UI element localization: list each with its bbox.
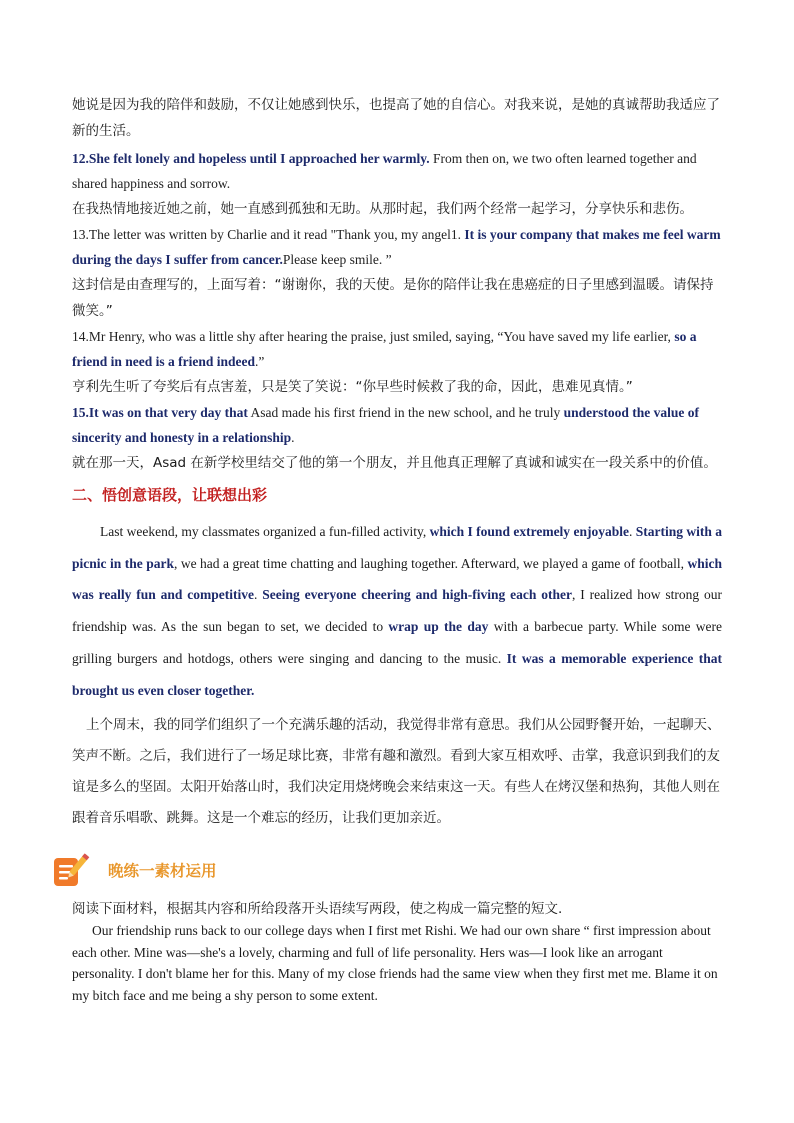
task-instruction: 阅读下面材料，根据其内容和所给段落开头语续写两段，使之构成一篇完整的短文. [72, 901, 563, 918]
essay-highlight-6: It was a memorable experience that brought us even closer together. [72, 650, 723, 698]
document-page [72, 92, 722, 1006]
essay-highlight-5: wrap up the day [388, 619, 489, 635]
sentence-15-translation: 就在那一天，Asad 在新学校里结交了他的第一个朋友，并且他真正理解了真诚和诚实在一段关系中的价值。 [72, 455, 717, 471]
model-essay-translation: 上个周末，我的同学们组织了一个充满乐趣的活动，我觉得非常有意思。我们从公园野餐开始，一起聊天、笑声不断。之后，我们进行了一场足球比赛，非常有趣和激烈。看到大家互相欢呼、击掌，我意识到我们的友谊是多么的坚固。太阳开始落山时，我们决定用烧烤晚会来结束这一天。有些人在烤汉堡和热狗，其他人则在跟着音乐唱歌、跳舞。这是一个难忘的经历，让我们更加亲近。 [72, 717, 721, 827]
sentence-14-highlight: so a friend in need is a friend indeed [72, 329, 697, 369]
sentence-14-translation: 亨利先生听了夸奖后有点害羞，只是笑了笑说：“你早些时候救了我的命，因此，患难见真情。” [72, 379, 633, 395]
notepad-pencil-icon [50, 850, 90, 890]
sentence-15 [72, 400, 722, 450]
essay-text-4: . [254, 587, 263, 603]
sentence-12-highlight: 12.She felt lonely and hopeless until I approached her warmly. [72, 151, 430, 166]
model-essay [72, 516, 722, 706]
essay-highlight-2: Starting with a picnic in the park [72, 524, 723, 571]
sentence-15-highlight-end: understood the value of sincerity and honesty in a relationship [72, 405, 699, 445]
practice-title: 晚练一素材运用 [108, 862, 217, 881]
practice-header [72, 848, 722, 892]
essay-text-3: , we had a great time chatting and laughing together. Afterward, we played a game of football, [173, 555, 688, 571]
sentence-12-text: From then on, we two often learned together and shared happiness and sorrow. [72, 151, 697, 191]
essay-highlight-3: which was really fun and competitive [72, 555, 722, 603]
essay-highlight-1: which I found extremely enjoyable [429, 524, 629, 539]
sentence-13-tail: Please keep smile. ” [282, 252, 392, 267]
section-heading: 二、悟创意语段，让联想出彩 [72, 486, 268, 504]
sentence-12 [72, 146, 722, 196]
essay-text-5: , I realized how strong our friendship was. As the sun began to set, we decided to [72, 587, 723, 635]
sentence-13-translation: 这封信是由查理写的，上面写着：“谢谢你，我的天使。是你的陪伴让我在患癌症的日子里感到温暖。请保持微笑。” [72, 277, 714, 319]
translation-paragraph: 她说是因为我的陪伴和鼓励，不仅让她感到快乐，也提高了她的自信心。对我来说，是她的真诚帮助我适应了新的生活。 [72, 97, 720, 139]
sentence-15-text: Asad made his first friend in the new school, and he truly [247, 405, 564, 420]
essay-text-2: . [628, 524, 636, 539]
sentence-13 [72, 222, 722, 272]
sentence-12-translation: 在我热情地接近她之前，她一直感到孤独和无助。从那时起，我们两个经常一起学习，分享快乐和悲伤。 [72, 201, 693, 217]
sentence-13-text: 13.The letter was written by Charlie and it read "Thank you, my angel1. [72, 227, 465, 242]
essay-text-1: Last weekend, my classmates organized a fun-filled activity, [100, 524, 430, 539]
sentence-15-highlight-start: 15.It was on that very day that [72, 405, 248, 420]
sentence-14-tail: .” [255, 354, 265, 369]
sentence-14 [72, 324, 722, 374]
essay-highlight-4: Seeing everyone cheering and high-fiving each other [262, 587, 573, 603]
sentence-13-highlight: It is your company that makes me feel warm during the days I suffer from cancer. [72, 227, 721, 267]
sentence-15-tail: . [291, 430, 295, 445]
sentence-14-text: 14.Mr Henry, who was a little shy after hearing the praise, just smiled, saying, “You have saved my life earlier, [72, 329, 675, 344]
essay-text-6: with a barbecue party. While some were grilling burgers and hotdogs, others were singing and dancing to the music. [72, 619, 722, 666]
reading-passage: Our friendship runs back to our college days when I first met Rishi. We had our own share “ first impression about each other. Mine was—she's a lovely, charming and full of life personality. Hers was—I look like an arrogant personality. I don't blame her for this. Many of my close friends had the same view when they first met me. Blame it on my bitch face and me being a shy person to some extent. [72, 923, 718, 1003]
